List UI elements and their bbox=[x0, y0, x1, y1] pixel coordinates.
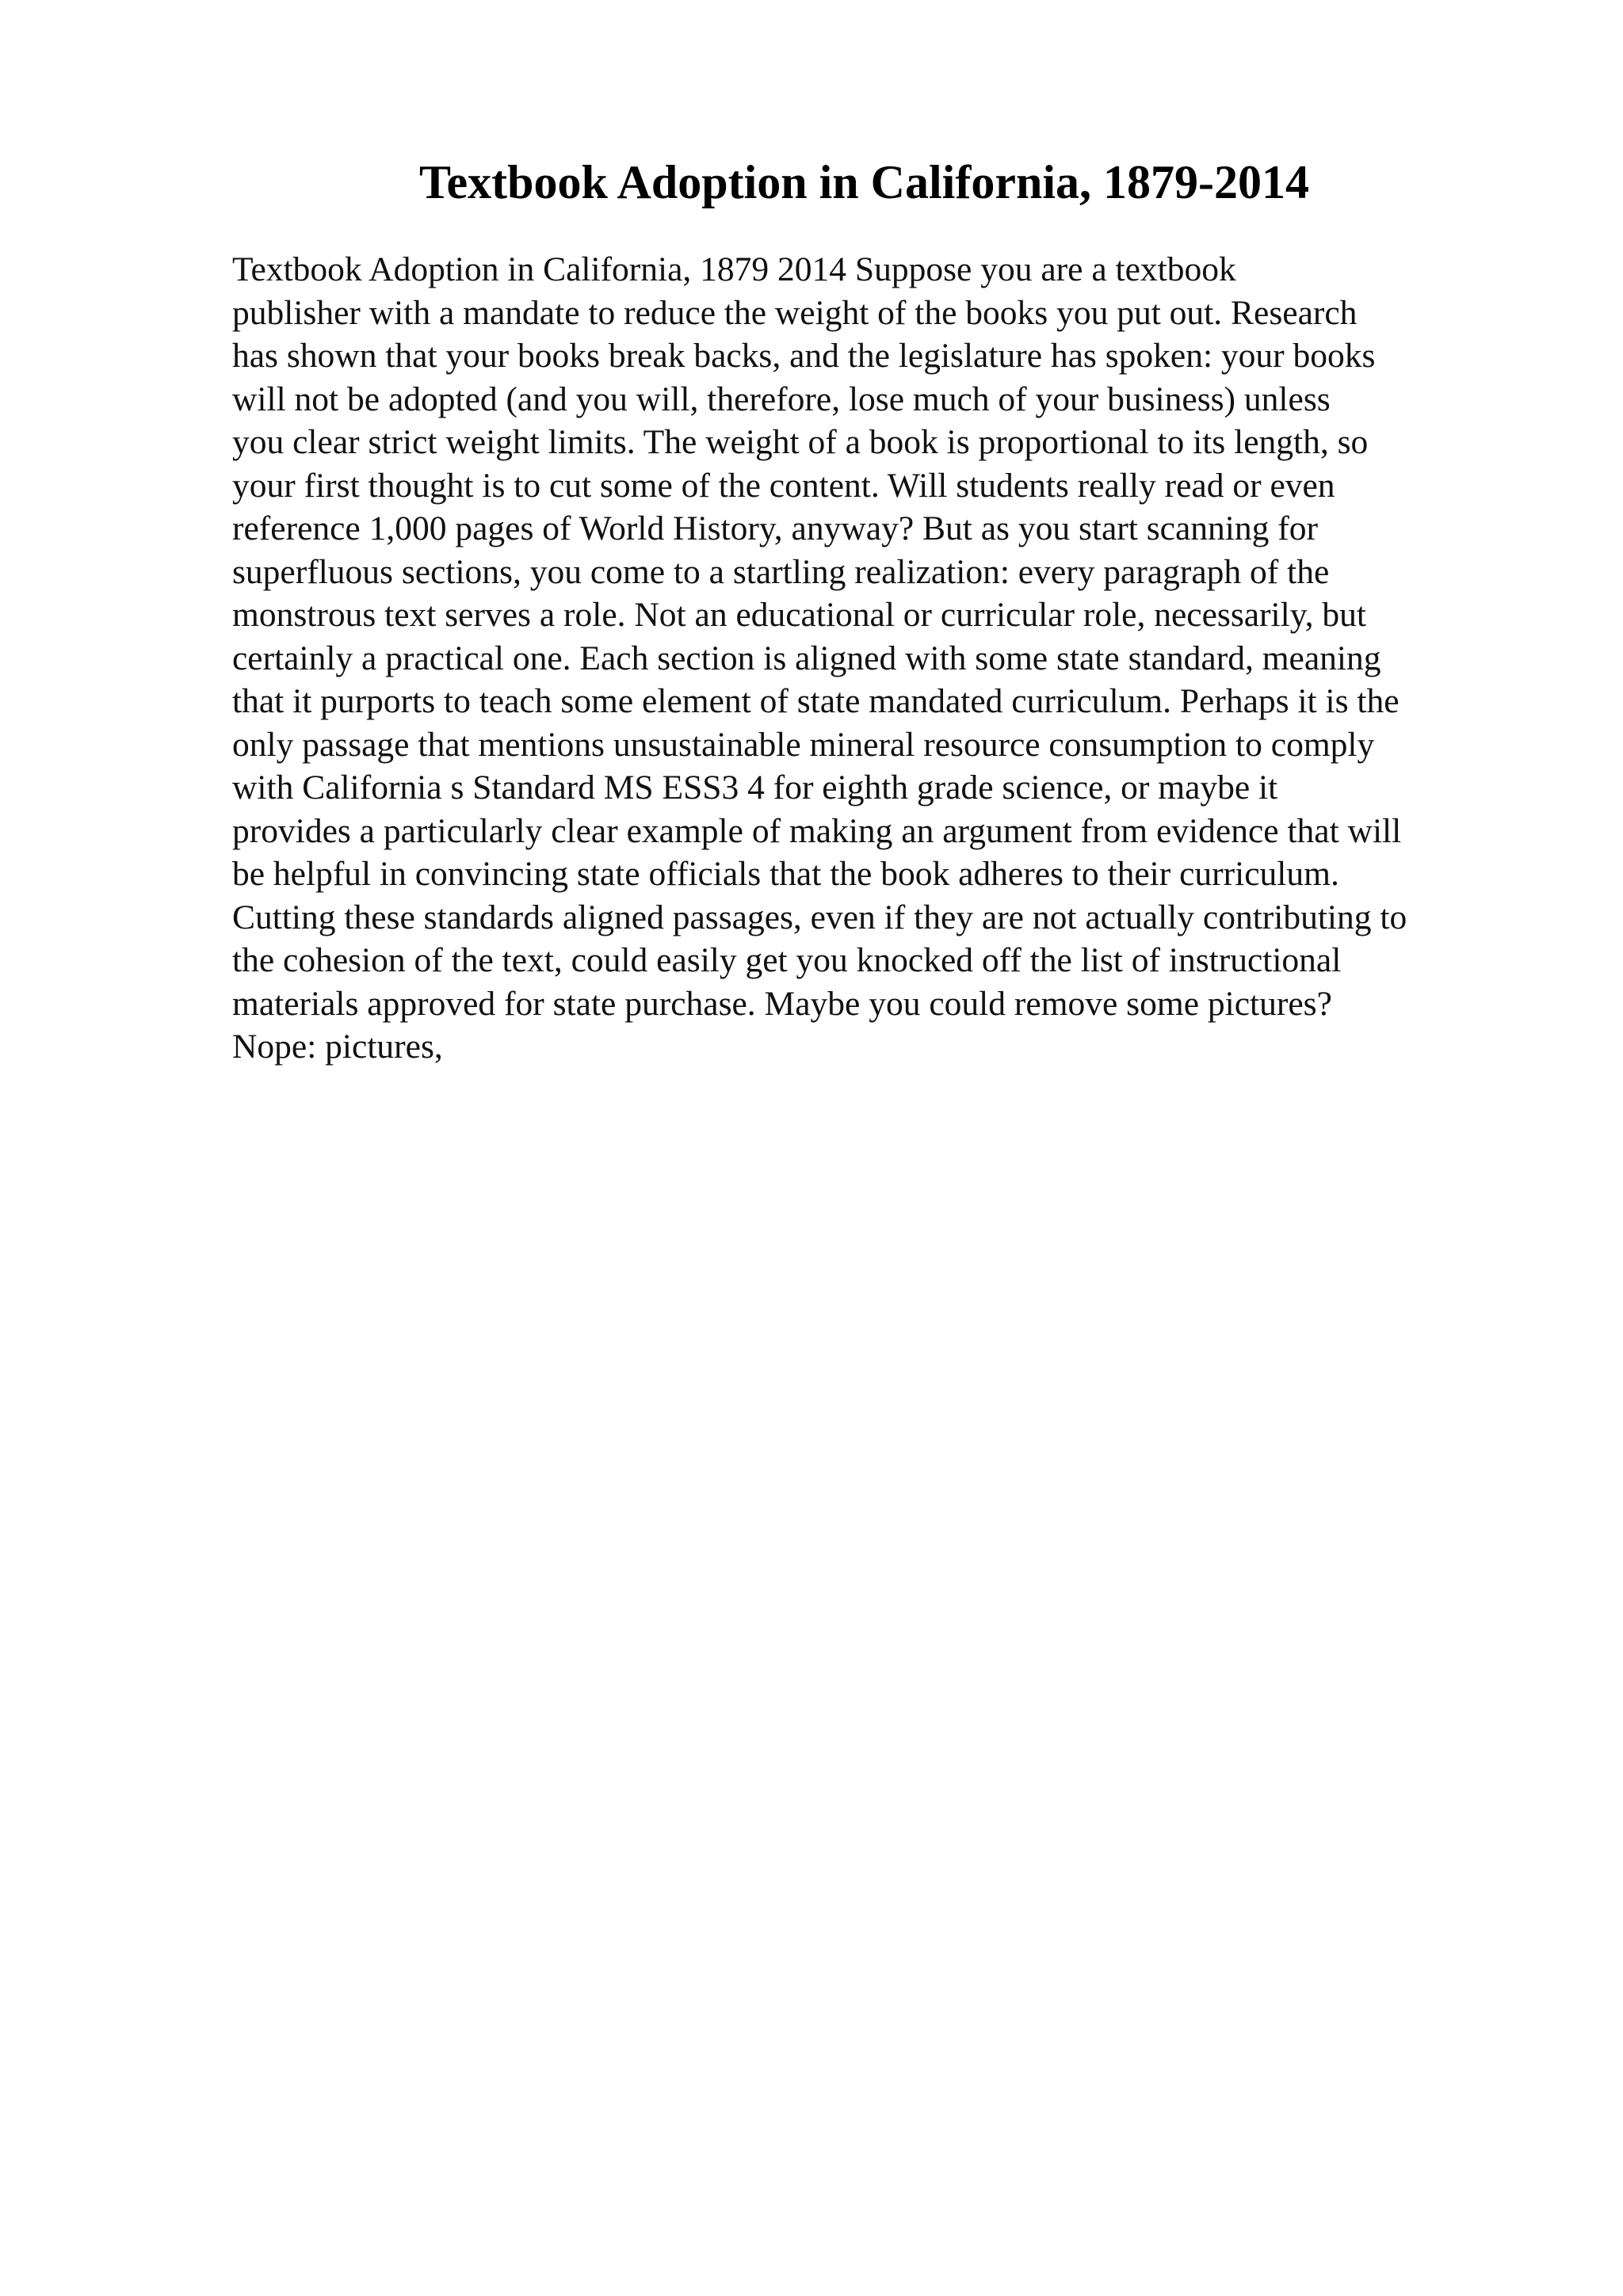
text-line: provides a particularly clear example of making an argument from evidence that will bbox=[232, 811, 1402, 850]
text-line: the cohesion of the text, could easily get you knocked off the list of instructional bbox=[232, 941, 1342, 979]
text-line: with California s Standard MS ESS3 4 for eighth grade science, or maybe it bbox=[232, 769, 1278, 807]
text-line: Textbook Adoption in California, 1879 2014 Suppose you are a textbook bbox=[232, 250, 1236, 288]
document-title: Textbook Adoption in California, 1879-2014 bbox=[419, 156, 1309, 208]
text-line: Cutting these standards aligned passages, even if they are not actually contributing to bbox=[232, 898, 1407, 936]
text-line: your first thought is to cut some of the content. Will students really read or even bbox=[232, 466, 1335, 505]
text-line: that it purports to teach some element of state mandated curriculum. Perhaps it is the bbox=[232, 682, 1400, 720]
text-line: certainly a practical one. Each section is aligned with some state standard, meaning bbox=[232, 639, 1381, 677]
text-line: publisher with a mandate to reduce the weight of the books you put out. Research bbox=[232, 293, 1358, 332]
text-line: has shown that your books break backs, and the legislature has spoken: your books bbox=[232, 337, 1376, 375]
text-line: only passage that mentions unsustainable mineral resource consumption to comply bbox=[232, 725, 1375, 764]
text-line: you clear strict weight limits. The weight of a book is proportional to its length, so bbox=[232, 423, 1369, 461]
text-line: materials approved for state purchase. Maybe you could remove some pictures? bbox=[232, 984, 1332, 1023]
body-paragraph bbox=[232, 248, 1500, 1069]
text-line: be helpful in convincing state officials that the book adheres to their curriculum. bbox=[232, 855, 1339, 893]
text-line: monstrous text serves a role. Not an educational or curricular role, necessarily, but bbox=[232, 596, 1366, 634]
text-line: reference 1,000 pages of World History, anyway? But as you start scanning for bbox=[232, 509, 1318, 547]
text-line: Nope: pictures, bbox=[232, 1028, 443, 1066]
text-line: superfluous sections, you come to a startling realization: every paragraph of the bbox=[232, 552, 1330, 591]
text-line: will not be adopted (and you will, therefore, lose much of your business) unless bbox=[232, 379, 1331, 418]
